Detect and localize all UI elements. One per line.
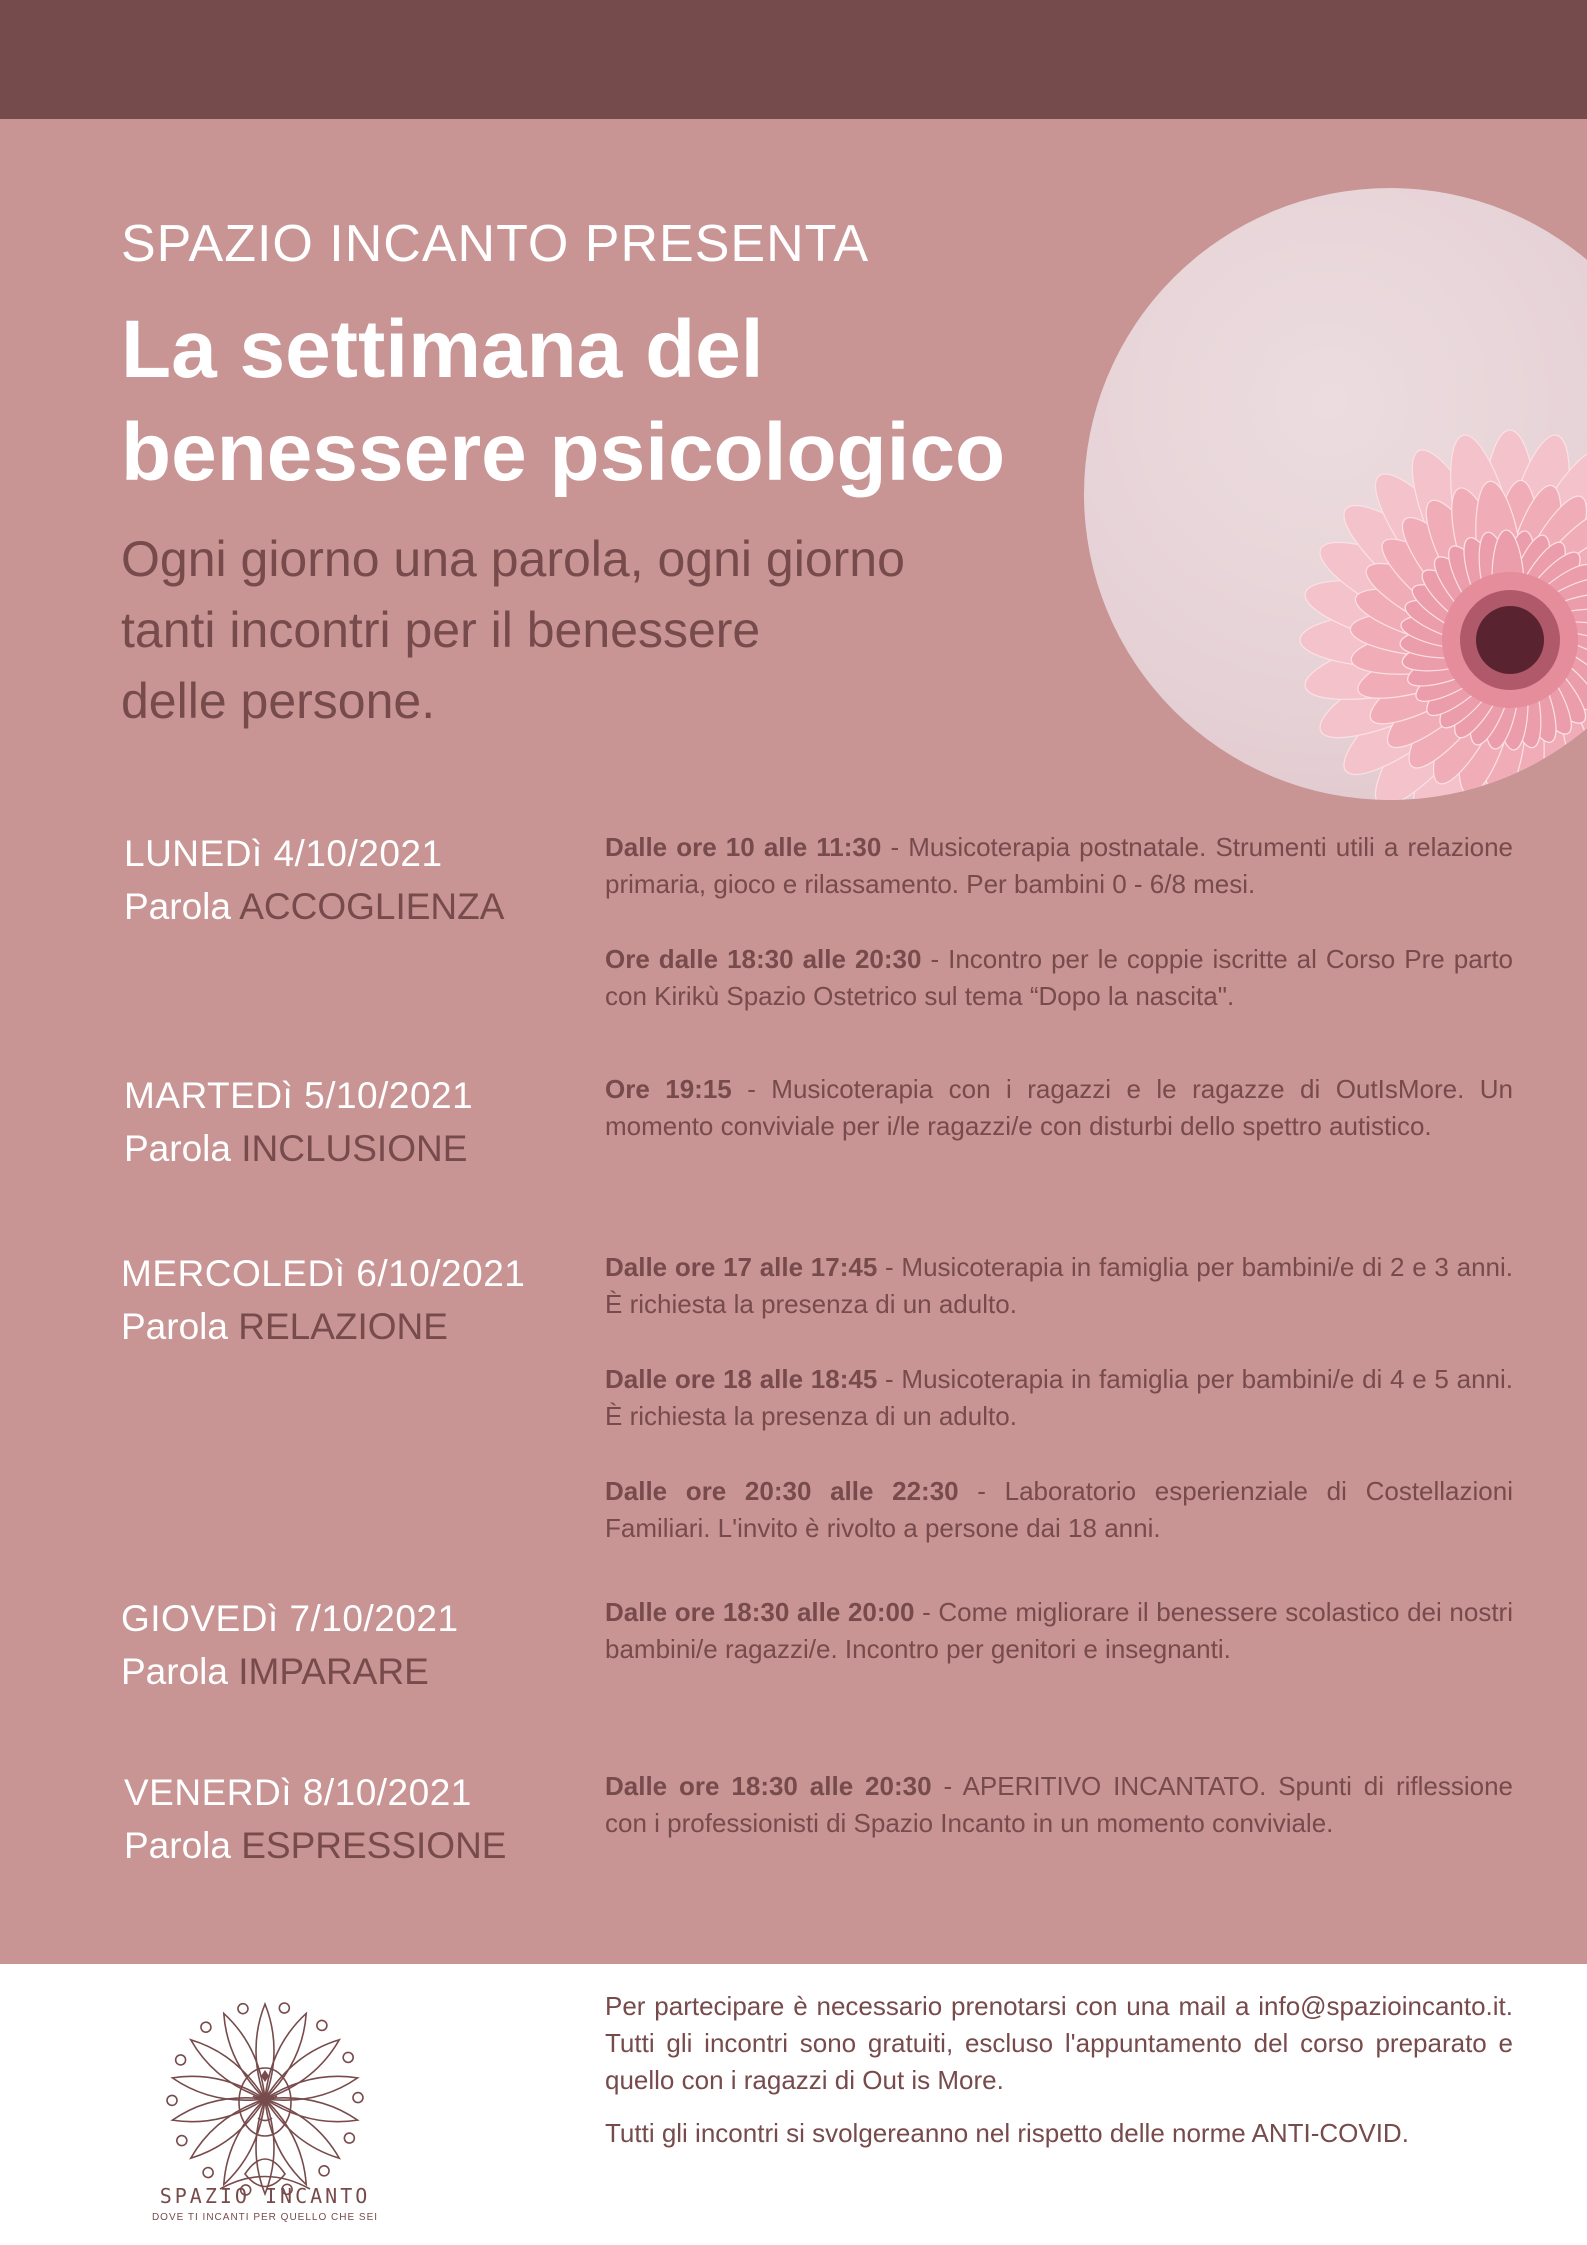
word-keyword: ACCOGLIENZA [239, 886, 505, 927]
event-time: Ore 19:15 [605, 1074, 732, 1104]
event-item [605, 1473, 1513, 1547]
title-line-1: La settimana del [121, 304, 764, 395]
page-title [121, 298, 1121, 504]
subtitle-line-1: Ogni giorno una parola, ogni giorno [121, 531, 905, 587]
day-word [124, 880, 564, 933]
event-item [605, 1249, 1513, 1323]
word-keyword: IMPARARE [238, 1651, 429, 1692]
event-time: Dalle ore 18:30 alle 20:00 [605, 1597, 915, 1627]
event-time: Dalle ore 17 alle 17:45 [605, 1252, 878, 1282]
word-prefix: Parola [124, 886, 231, 927]
logo-tagline: DOVE TI INCANTI PER QUELLO CHE SEI [151, 2212, 379, 2223]
footer-info [605, 1988, 1513, 2168]
word-keyword: ESPRESSIONE [241, 1825, 507, 1866]
presenter-line: SPAZIO INCANTO PRESENTA [121, 215, 870, 273]
day-wednesday [121, 1247, 561, 1353]
word-keyword: RELAZIONE [238, 1306, 448, 1347]
day-word [124, 1819, 564, 1872]
events-monday [605, 829, 1513, 1053]
event-item [605, 1361, 1513, 1435]
day-thursday [121, 1592, 561, 1698]
events-friday [605, 1768, 1513, 1880]
day-date: MERCOLEDì 6/10/2021 [121, 1253, 526, 1294]
word-prefix: Parola [121, 1651, 228, 1692]
subtitle [121, 524, 1071, 737]
subtitle-line-2: tanti incontri per il benessere [121, 602, 761, 658]
event-item [605, 829, 1513, 903]
word-prefix: Parola [124, 1128, 231, 1169]
mandala-logo-icon [150, 1984, 380, 2214]
event-description: - Musicoterapia in famiglia per bambini/e di 2 e 3 anni. È richiesta la presenza di un adulto. [605, 1252, 1513, 1319]
day-tuesday [124, 1069, 564, 1175]
event-description: - Musicoterapia in famiglia per bambini/e di 4 e 5 anni. È richiesta la presenza di un adulto. [605, 1364, 1513, 1431]
event-item [605, 941, 1513, 1015]
event-description: - Come migliorare il benessere scolastico dei nostri bambini/e ragazzi/e. Incontro per genitori e insegnanti. [605, 1597, 1513, 1664]
word-prefix: Parola [124, 1825, 231, 1866]
logo-name: SPAZIO INCANTO [159, 2184, 371, 2208]
event-item [605, 1071, 1513, 1145]
event-time: Dalle ore 18:30 alle 20:30 [605, 1771, 932, 1801]
event-time: Dalle ore 20:30 alle 22:30 [605, 1476, 959, 1506]
event-description: - Laboratorio esperienziale di Costellazioni Familiari. L'invito è rivolto a persone dai 18 anni. [605, 1476, 1513, 1543]
events-wednesday [605, 1249, 1513, 1585]
day-date: LUNEDì 4/10/2021 [124, 833, 443, 874]
day-word [124, 1122, 564, 1175]
day-friday [124, 1766, 564, 1872]
day-date: VENERDì 8/10/2021 [124, 1772, 472, 1813]
events-tuesday [605, 1071, 1513, 1183]
day-date: GIOVEDì 7/10/2021 [121, 1598, 459, 1639]
event-description: - Musicoterapia con i ragazzi e le ragazze di OutIsMore. Un momento conviviale per i/le ragazzi/e con disturbi dello spettro autistico. [605, 1074, 1513, 1141]
event-description: - Musicoterapia postnatale. Strumenti utili a relazione primaria, gioco e rilassamento. Per bambini 0 - 6/8 mesi. [605, 832, 1513, 899]
flower-circle-image [1084, 188, 1587, 800]
booking-info: Per partecipare è necessario prenotarsi con una mail a info@spazioincanto.it. Tutti gli incontri sono gratuiti, escluso l'appuntamento del corso preparato e quello con i ragazzi di Out is More. [605, 1991, 1513, 2095]
event-time: Ore dalle 18:30 alle 20:30 [605, 944, 922, 974]
event-description: - APERITIVO INCANTATO. Spunti di riflessione con i professionisti di Spazio Incanto in un momento conviviale. [605, 1771, 1513, 1838]
event-item [605, 1768, 1513, 1842]
subtitle-line-3: delle persone. [121, 673, 436, 729]
event-description: - Incontro per le coppie iscritte al Corso Pre parto con Kirikù Spazio Ostetrico sul tema “Dopo la nascita". [605, 944, 1514, 1011]
events-thursday [605, 1594, 1513, 1706]
covid-note: Tutti gli incontri si svolgereanno nel rispetto delle norme ANTI-COVID. [605, 2118, 1409, 2148]
word-prefix: Parola [121, 1306, 228, 1347]
event-time: Dalle ore 10 alle 11:30 [605, 832, 882, 862]
day-word [121, 1645, 561, 1698]
title-line-2: benessere psicologico [121, 407, 1006, 498]
event-time: Dalle ore 18 alle 18:45 [605, 1364, 878, 1394]
gerbera-flower-icon [1084, 188, 1587, 800]
day-word [121, 1300, 561, 1353]
top-bar [0, 0, 1587, 119]
day-monday [124, 827, 564, 933]
event-item [605, 1594, 1513, 1668]
day-date: MARTEDì 5/10/2021 [124, 1075, 474, 1116]
word-keyword: INCLUSIONE [241, 1128, 468, 1169]
